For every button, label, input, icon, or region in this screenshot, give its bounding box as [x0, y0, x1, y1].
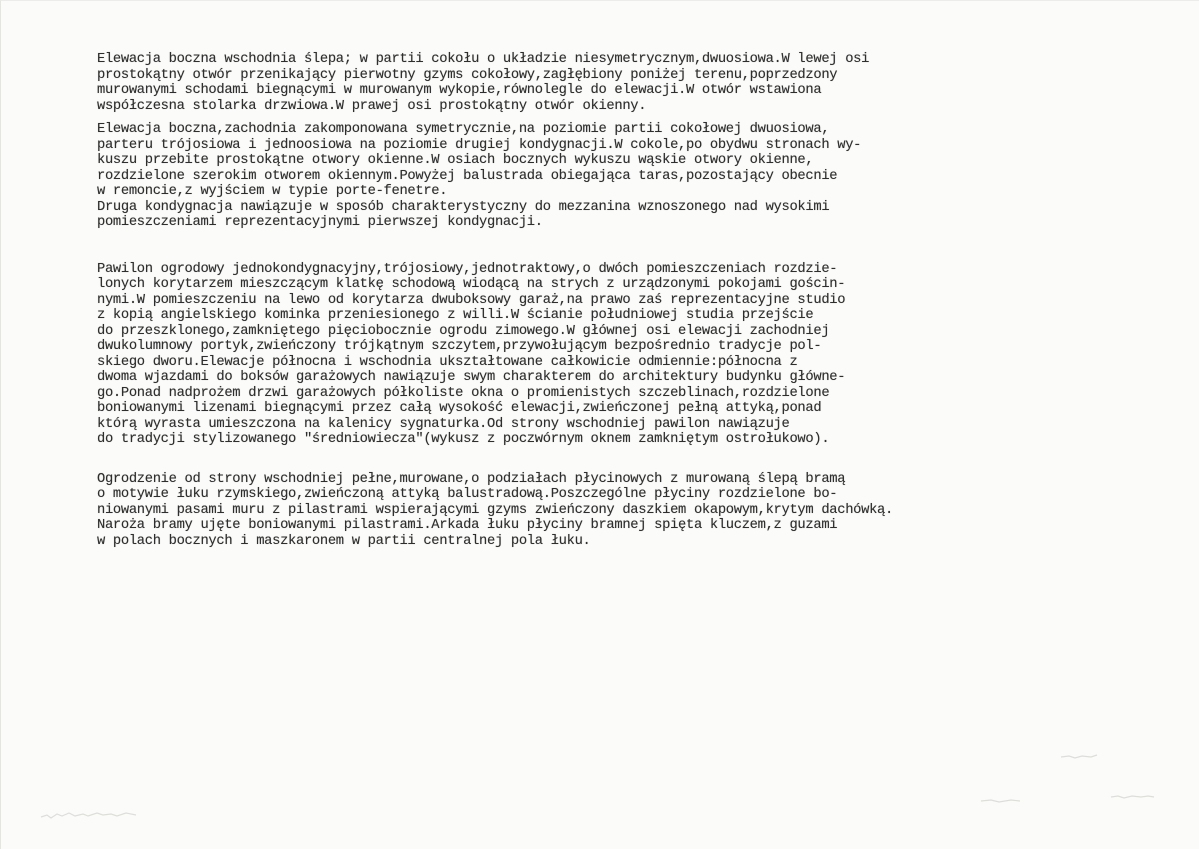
- paragraph-garden-pavilion: [97, 262, 1097, 448]
- text-line: Elewacja boczna,zachodnia zakomponowana symetrycznie,na poziomie partii cokołowej dwuosiowa,: [97, 122, 830, 137]
- text-line: którą wyrasta umieszczona na kalenicy sygnaturka.Od strony wschodniej pawilon nawiązuje: [97, 416, 790, 432]
- text-line: boniowanymi lizenami biegnącymi przez całą wysokość elewacji,zwieńczonej pełną attyką,ponad: [97, 401, 822, 416]
- text-line: Elewacja boczna wschodnia ślepa; w partii cokołu o układzie niesymetrycznym,dwuosiowa.W lewej osi: [97, 52, 870, 67]
- text-line: niowanymi pasami muru z pilastrami wspierającymi gzyms zwieńczony daszkiem okapowym,krytym dachówką.: [97, 502, 893, 518]
- text-line: rozdzielone szerokim otworem okiennym.Powyżej balustrada obiegająca taras,pozostający obecnie: [97, 168, 838, 184]
- text-line: Pawilon ogrodowy jednokondygnacyjny,trójosiowy,jednotraktowy,o dwóch pomieszczeniach rozdzie-: [97, 261, 838, 277]
- paragraph-west-elevation: [97, 122, 1097, 231]
- text-line: nymi.W pomieszczeniu na lewo od korytarza dwuboksowy garaż,na prawo zaś reprezentacyjne studio: [97, 292, 846, 308]
- paragraph-east-elevation: [97, 52, 1097, 114]
- text-line: skiego dworu.Elewacje północna i wschodnia ukształtowane całkowicie odmiennie:północna z: [97, 354, 798, 370]
- faint-mark: [1061, 755, 1097, 758]
- text-line: o motywie łuku rzymskiego,zwieńczoną attyką balustradową.Poszczególne płyciny rozdzielone bo-: [97, 487, 838, 502]
- text-line: lonych korytarzem mieszczącym klatkę schodową wiodącą na strych z urządzonymi pokojami gościn-: [97, 277, 846, 292]
- text-line: kuszu przebite prostokątne otwory okienne.W osiach bocznych wykuszu wąskie otwory okienne,: [97, 153, 814, 168]
- text-line: do przeszklonego,zamkniętego pięciobocznie ogrodu zimowego.W głównej osi elewacji zachodniej: [97, 323, 830, 339]
- text-line: Druga kondygnacja nawiązuje w sposób charakterystyczny do mezzanina wznoszonego nad wysokimi: [97, 199, 830, 215]
- text-line: dwukolumnowy portyk,zwieńczony trójkątnym szczytem,przywołującym bezpośrednio tradycje pol-: [97, 339, 822, 354]
- text-line: Ogrodzenie od strony wschodniej pełne,murowane,o podziałach płycinowych z murowaną ślepą bramą: [97, 471, 846, 487]
- text-line: w remoncie,z wyjściem w typie porte-fenetre.: [97, 184, 448, 199]
- text-line: w polach bocznych i maszkaronem w partii centralnej pola łuku.: [97, 533, 591, 549]
- text-line: do tradycji stylizowanego "średniowiecza"(wykusz z poczwórnym oknem zamkniętym ostrołukowo).: [97, 432, 830, 447]
- text-line: prostokątny otwór przenikający pierwotny gzyms cokołowy,zagłębiony poniżej terenu,poprzedzony: [97, 67, 838, 83]
- text-line: go.Ponad nadprożem drzwi garażowych półkoliste okna o promienistych szczeblinach,rozdzielone: [97, 385, 830, 401]
- faint-mark: [981, 800, 1020, 802]
- text-line: pomieszczeniami reprezentacyjnymi pierwszej kondygnacji.: [97, 215, 543, 230]
- faint-mark: [41, 813, 136, 818]
- text-line: parteru trójosiowa i jednoosiowa na poziomie drugiej kondygnacji.W cokole,po obydwu stronach wy-: [97, 137, 862, 153]
- faint-mark: [1111, 796, 1154, 798]
- text-line: dwoma wjazdami do boksów garażowych nawiązuje swym charakterem do architektury budynku główne-: [97, 370, 846, 385]
- text-line: Naroża bramy ujęte boniowanymi pilastrami.Arkada łuku płyciny bramnej spięta kluczem,z guzami: [97, 518, 838, 533]
- paragraph-fence: [97, 472, 1097, 550]
- text-line: współczesna stolarka drzwiowa.W prawej osi prostokątny otwór okienny.: [97, 98, 647, 114]
- text-line: z kopią angielskiego kominka przeniesionego z willi.W ścianie południowej studia przejście: [97, 308, 814, 323]
- text-line: murowanymi schodami biegnącymi w murowanym wykopie,równolegle do elewacji.W otwór wstawiona: [97, 83, 822, 98]
- typewritten-text: [97, 52, 1097, 549]
